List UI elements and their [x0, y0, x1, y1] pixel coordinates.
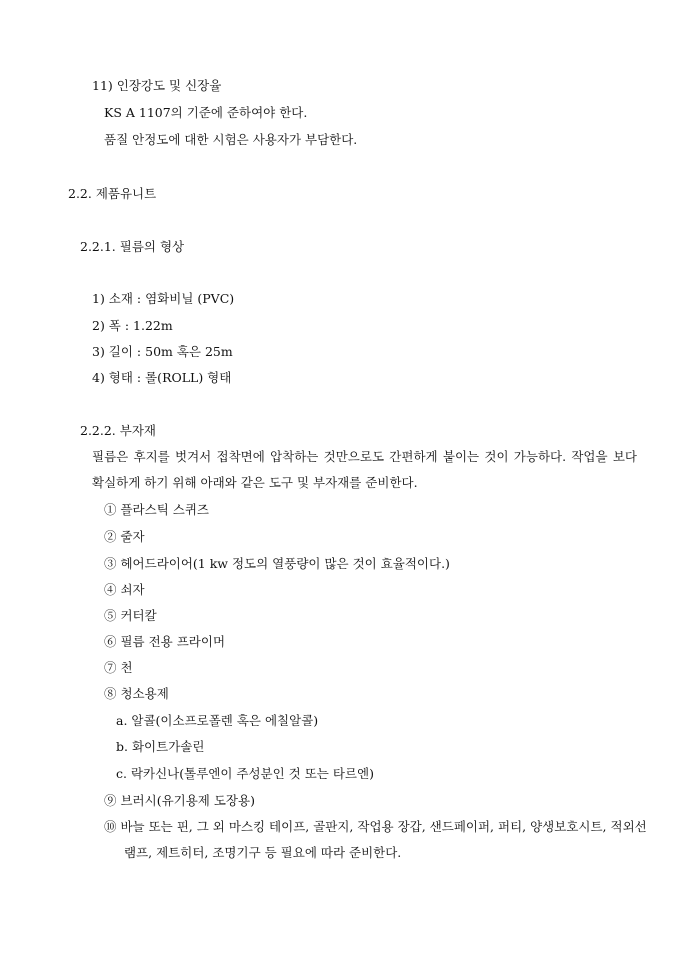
materials-intro-paragraph: 필름은 후지를 벗겨서 접착면에 압착하는 것만으로도 간편하게 붙이는 것이 가능하다. 작업을 보다 확실하게 하기 위해 아래와 같은 도구 및 부자재를 준비한다.	[92, 449, 637, 490]
tool-item-cutter: ⑤ 커터칼	[104, 608, 157, 623]
tool-item-cloth: ⑦ 천	[104, 660, 133, 675]
section-11-standard: KS A 1107의 기준에 준하여야 한다.	[104, 105, 308, 120]
tool-item-primer: ⑥ 필름 전용 프라이머	[104, 634, 226, 649]
shape-item-width: 2) 폭 : 1.22m	[92, 318, 173, 333]
section-2-2-1-heading: 2.2.1. 필름의 형상	[80, 239, 185, 254]
section-11-note: 품질 안정도에 대한 시험은 사용자가 부담한다.	[104, 132, 358, 147]
tool-item-misc: ⑩ 바늘 또는 핀, 그 외 마스킹 테이프, 골판지, 작업용 장갑, 샌드페이퍼, 퍼티, 양생보호시트, 적외선 램프, 제트히터, 조명기구 등 필요에 따라 준비한다.	[104, 819, 647, 860]
shape-item-form: 4) 형태 : 롤(ROLL) 형태	[92, 370, 232, 385]
shape-item-material: 1) 소재 : 염화비닐 (PVC)	[92, 291, 235, 306]
tool-item-hair-dryer: ③ 헤어드라이어(1 kw 정도의 열풍량이 많은 것이 효율적이다.)	[104, 556, 450, 571]
shape-item-length: 3) 길이 : 50m 혹은 25m	[92, 344, 233, 359]
section-2-2-heading: 2.2. 제품유니트	[68, 186, 157, 201]
solvent-item-lacquer-thinner: c. 락카신나(톨루엔이 주성분인 것 또는 타르엔)	[116, 766, 374, 781]
tool-item-squeegee: ① 플라스틱 스퀴즈	[104, 502, 209, 517]
section-11-heading: 11) 인장강도 및 신장율	[92, 78, 222, 93]
tool-item-brush: ⑨ 브러시(유기용제 도장용)	[104, 793, 255, 808]
solvent-item-white-gasoline: b. 화이트가솔린	[116, 739, 205, 754]
tool-item-tape-measure: ② 줄자	[104, 529, 145, 544]
section-2-2-2-heading: 2.2.2. 부자재	[80, 423, 156, 438]
solvent-item-alcohol: a. 알콜(이소프로폴렌 혹은 에칠알콜)	[116, 713, 319, 728]
tool-item-steel-ruler: ④ 쇠자	[104, 582, 145, 597]
tool-item-cleaning-solvent: ⑧ 청소용제	[104, 686, 169, 701]
